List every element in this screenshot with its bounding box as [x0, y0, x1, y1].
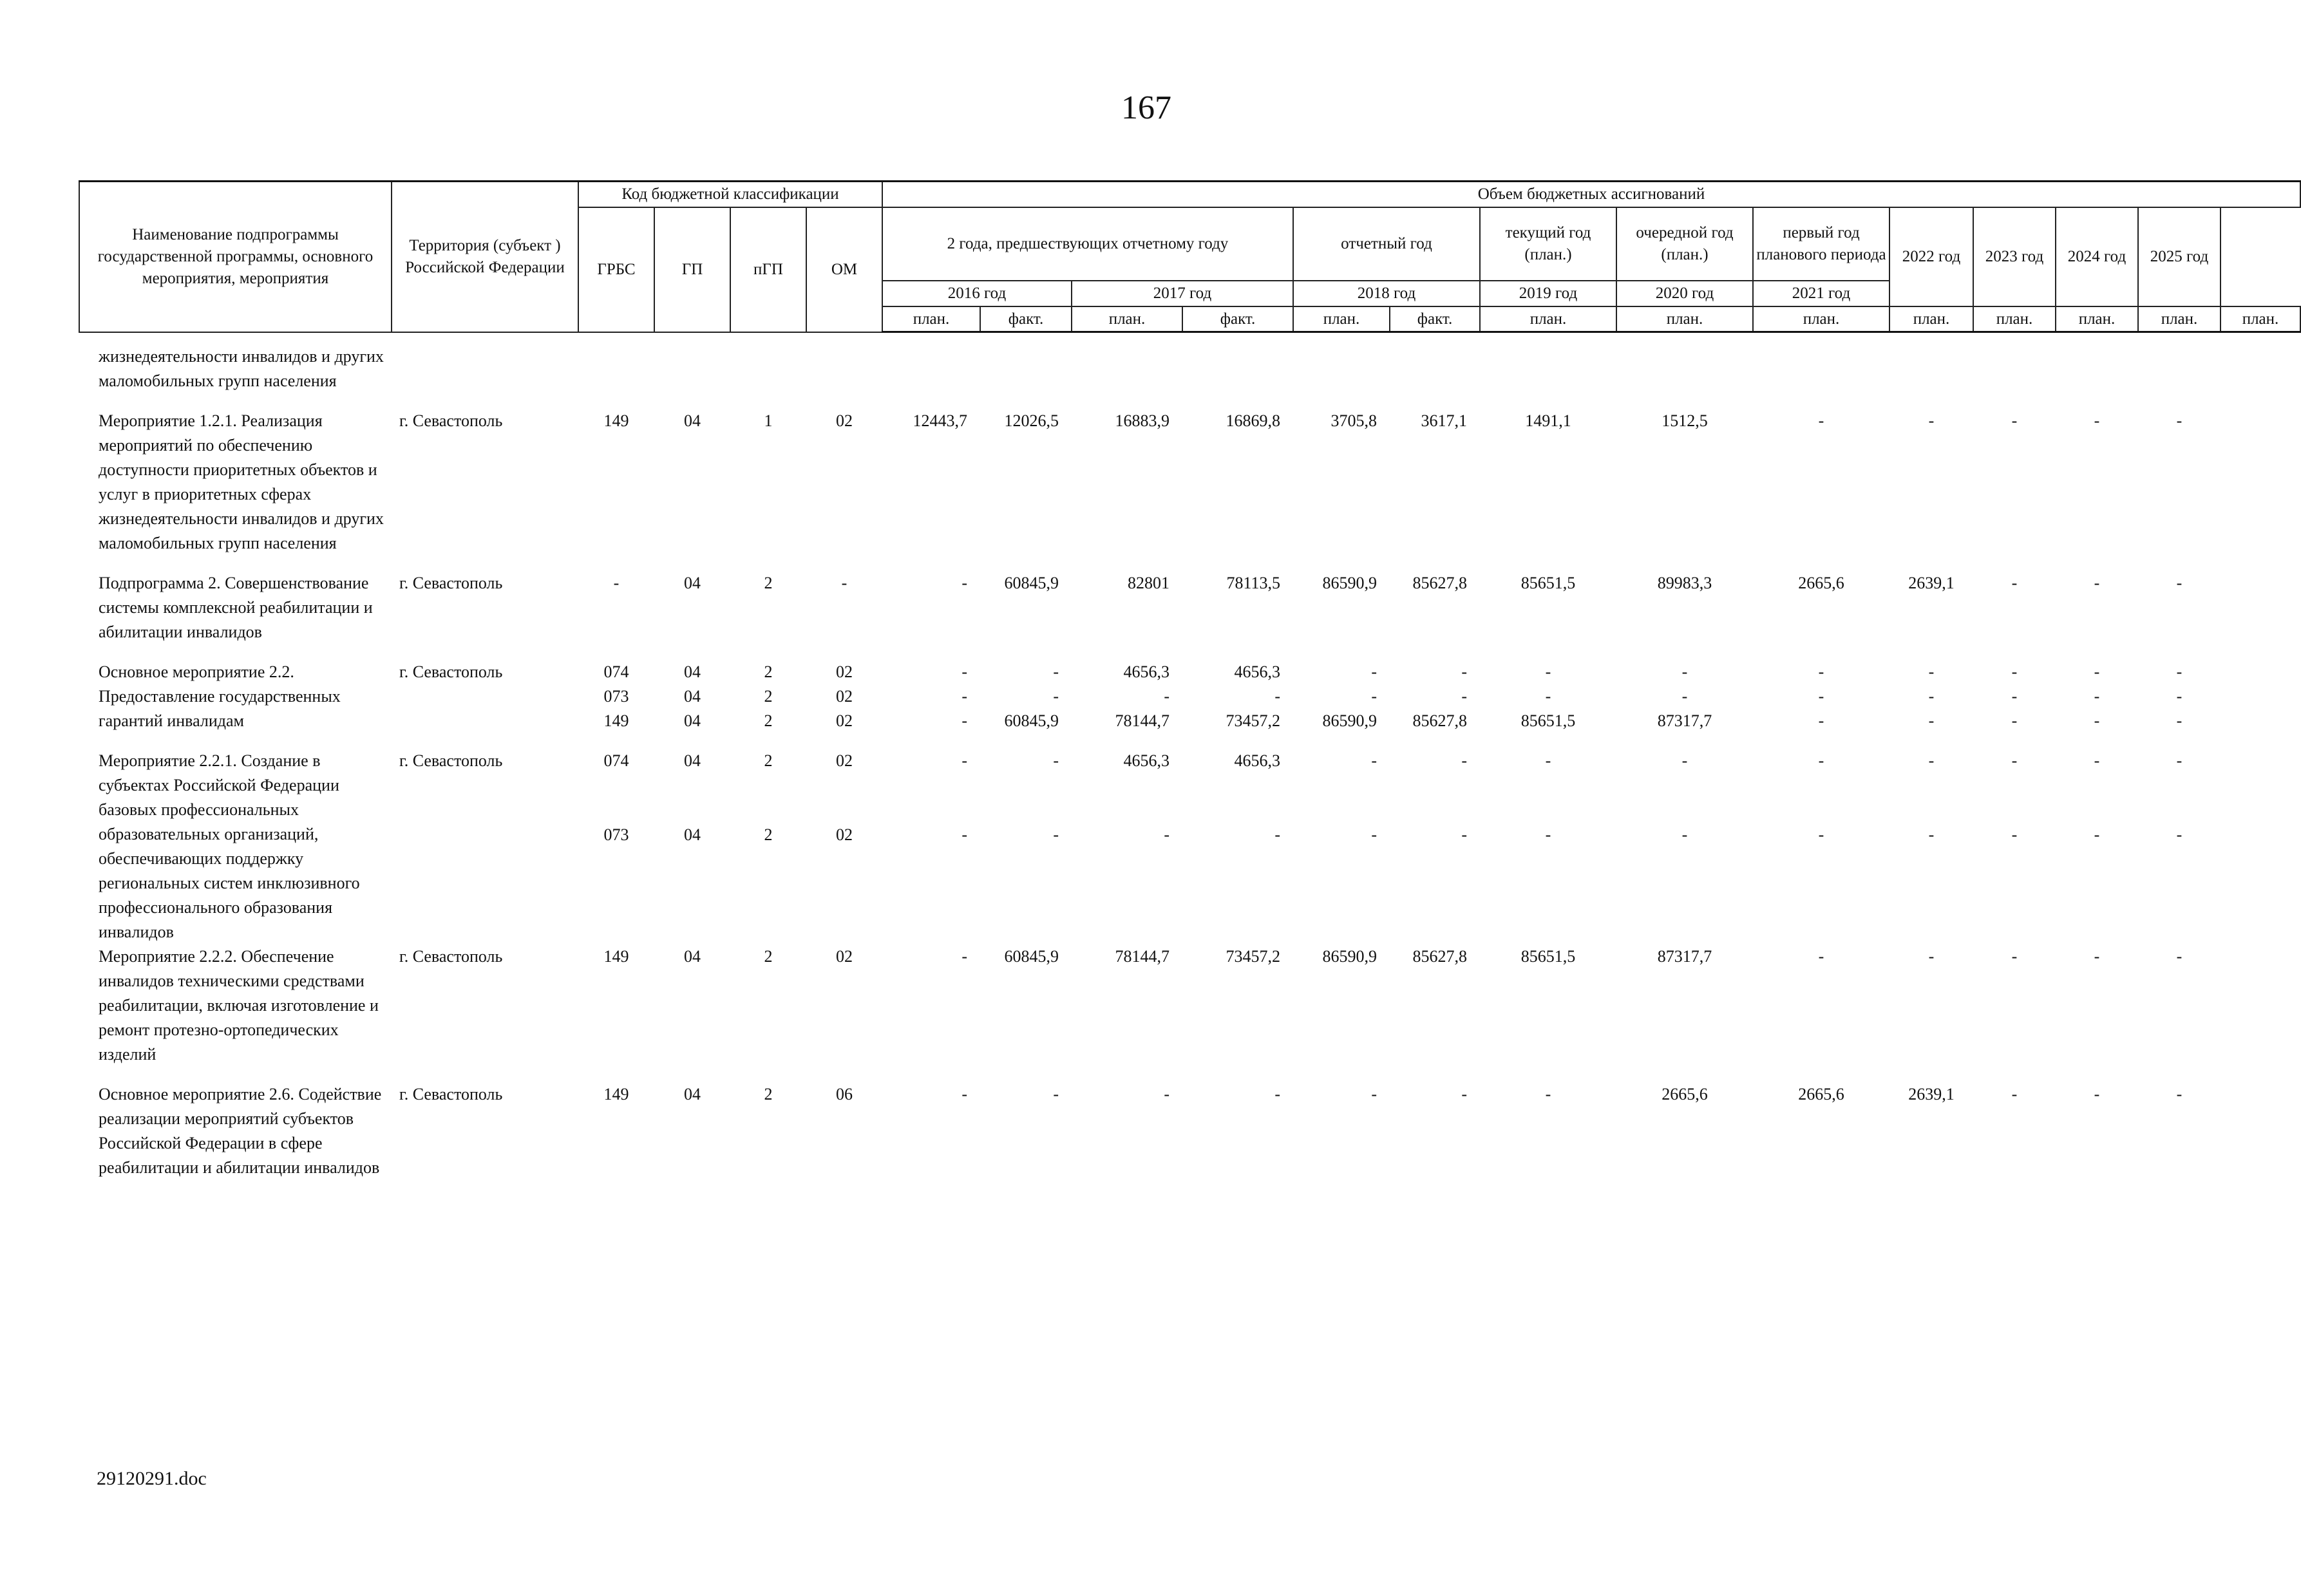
cell-2019-plan: -	[1545, 686, 1551, 706]
cell-gp: 04	[684, 711, 701, 730]
cell-2024-plan: -	[2094, 1084, 2100, 1103]
cell-pgp: 2	[764, 573, 773, 592]
cell-2022-plan: -	[1928, 662, 1935, 681]
cell-2019-plan: 85651,5	[1520, 946, 1576, 966]
cell-2018-fact: 85627,8	[1412, 711, 1467, 730]
cell-2020-plan: 89983,3	[1657, 573, 1712, 592]
cell-2025-plan: -	[2176, 573, 2183, 592]
cell-2023-plan: -	[2011, 1084, 2018, 1103]
cell-om: 06	[836, 1084, 853, 1103]
cell-2024-plan: -	[2094, 711, 2100, 730]
header-plan: план.	[882, 306, 980, 332]
cell-2017-plan: 82801	[1128, 573, 1169, 592]
cell-2017-fact: -	[1274, 1084, 1280, 1103]
row-name: Мероприятие 2.2.1. Создание в субъектах Российской Федерации базовых профессиональных образовательных организаций, обеспечивающих поддержку региональных систем инклюзивного профессионального образования инвалидов	[99, 751, 360, 941]
budget-table	[79, 180, 2301, 1180]
table-row	[79, 1082, 2300, 1180]
cell-2025-plan: -	[2176, 751, 2183, 770]
header-2024: 2024 год	[2056, 207, 2138, 306]
cell-2022-plan: 2639,1	[1908, 1084, 1955, 1103]
row-territory: г. Севастополь	[399, 1084, 503, 1103]
cell-2017-plan: 4656,3	[1123, 662, 1169, 681]
cell-om: 02	[836, 411, 853, 430]
cell-2018-plan	[1293, 332, 1390, 409]
cell-2017-fact	[1182, 332, 1293, 409]
cell-2018-plan: -	[1371, 825, 1377, 845]
table-row	[79, 332, 2300, 409]
cell-2018-fact	[1390, 332, 1480, 409]
cell-pgp: 1	[764, 411, 773, 430]
cell-2016-plan: -	[961, 686, 967, 706]
row-name: Мероприятие 2.2.2. Обеспечение инвалидов техническими средствами реабилитации, включая изготовление и ремонт протезно-ортопедических изделий	[99, 946, 379, 1064]
cell-2019-plan: 85651,5	[1520, 573, 1576, 592]
cell-2020-plan: -	[1681, 825, 1688, 845]
cell-2025-plan: -	[2176, 825, 2183, 845]
cell-grbs: 073	[603, 686, 629, 706]
cell-2021-plan: -	[1818, 662, 1824, 681]
cell-2024-plan: -	[2094, 662, 2100, 681]
cell-2020-plan: -	[1681, 686, 1688, 706]
header-2022: 2022 год	[1889, 207, 1973, 306]
cell-2019-plan: 85651,5	[1520, 711, 1576, 730]
header-current-year: текущий год (план.)	[1480, 207, 1616, 281]
cell-2021-plan: -	[1818, 686, 1824, 706]
cell-2023-plan: -	[2011, 825, 2018, 845]
cell-om	[806, 332, 882, 409]
cell-gp: 04	[684, 751, 701, 770]
cell-2016-plan: -	[961, 573, 967, 592]
header-two-years: 2 года, предшествующих отчетному году	[882, 207, 1293, 281]
cell-2016-fact	[980, 332, 1072, 409]
cell-2022-plan: 2639,1	[1908, 573, 1955, 592]
cell-2016-plan: 12443,7	[913, 411, 967, 430]
cell-gp: 04	[684, 825, 701, 845]
cell-2019-plan: -	[1545, 825, 1551, 845]
cell-2016-fact: 12026,5	[1004, 411, 1059, 430]
header-plan: план.	[1753, 306, 1889, 332]
cell-2022-plan: -	[1928, 686, 1935, 706]
header-fact: факт.	[1182, 306, 1293, 332]
cell-2025-plan	[2138, 332, 2221, 409]
cell-2016-plan: -	[961, 751, 967, 770]
cell-2025-plan: -	[2176, 686, 2183, 706]
cell-grbs: 073	[603, 825, 629, 845]
cell-grbs: 149	[603, 411, 629, 430]
cell-2017-plan: 4656,3	[1123, 751, 1169, 770]
cell-extra	[2221, 571, 2300, 660]
cell-2021-plan: 2665,6	[1798, 1084, 1844, 1103]
cell-2021-plan: -	[1818, 825, 1824, 845]
cell-2018-fact: -	[1461, 686, 1467, 706]
header-om: ОМ	[806, 207, 882, 332]
header-grbs: ГРБС	[578, 207, 654, 332]
table-row	[79, 571, 2300, 660]
cell-2018-fact: 85627,8	[1412, 946, 1467, 966]
cell-2016-plan: -	[961, 711, 967, 730]
header-2023: 2023 год	[1973, 207, 2056, 306]
cell-2017-fact: 16869,8	[1226, 411, 1280, 430]
table-row	[79, 660, 2300, 684]
row-name: Подпрограмма 2. Совершенствование системы комплексной реабилитации и абилитации инвалидов	[99, 573, 373, 641]
row-territory: г. Севастополь	[399, 573, 503, 592]
cell-2018-plan: -	[1371, 686, 1377, 706]
cell-2016-fact: 60845,9	[1004, 711, 1059, 730]
cell-2025-plan: -	[2176, 1084, 2183, 1103]
cell-om: 02	[836, 825, 853, 845]
cell-2024-plan: -	[2094, 825, 2100, 845]
header-pgp: пГП	[730, 207, 806, 332]
page-number: 167	[1121, 89, 1171, 126]
cell-extra	[2221, 332, 2300, 409]
cell-extra	[2221, 1082, 2300, 1180]
cell-extra	[2221, 709, 2300, 749]
cell-2018-fact: -	[1461, 1084, 1467, 1103]
document-filename: 29120291.doc	[97, 1468, 207, 1489]
cell-2016-fact: 60845,9	[1004, 946, 1059, 966]
cell-2017-fact: 4656,3	[1234, 751, 1280, 770]
cell-grbs: 149	[603, 946, 629, 966]
cell-2022-plan: -	[1928, 825, 1935, 845]
header-2017: 2017 год	[1072, 281, 1293, 306]
header-plan: план.	[2221, 306, 2300, 332]
cell-2021-plan: -	[1818, 751, 1824, 770]
cell-extra	[2221, 684, 2300, 709]
header-2025: 2025 год	[2138, 207, 2221, 306]
cell-2018-fact: 3617,1	[1421, 411, 1467, 430]
cell-2024-plan: -	[2094, 751, 2100, 770]
row-name: Мероприятие 1.2.1. Реализация мероприятий по обеспечению доступности приоритетных объектов и услуг в приоритетных сферах жизнедеятельности инвалидов и других маломобильных групп населения	[99, 411, 384, 552]
table-row	[79, 944, 2300, 1082]
cell-2019-plan	[1480, 332, 1616, 409]
cell-2024-plan: -	[2094, 686, 2100, 706]
row-territory: г. Севастополь	[399, 751, 503, 770]
cell-pgp: 2	[764, 825, 773, 845]
cell-2018-plan: 3705,8	[1330, 411, 1377, 430]
cell-2017-fact: 78113,5	[1226, 573, 1280, 592]
cell-2017-plan: -	[1164, 825, 1169, 845]
cell-extra	[2221, 944, 2300, 1082]
cell-2025-plan: -	[2176, 662, 2183, 681]
cell-2023-plan: -	[2011, 946, 2018, 966]
header-next-year: очередной год (план.)	[1616, 207, 1753, 281]
cell-2022-plan: -	[1928, 711, 1935, 730]
cell-2020-plan: 87317,7	[1657, 711, 1712, 730]
header-plan: план.	[2056, 306, 2138, 332]
cell-2021-plan: -	[1818, 946, 1824, 966]
cell-2020-plan: -	[1681, 751, 1688, 770]
header-2020: 2020 год	[1616, 281, 1753, 306]
cell-2018-fact: -	[1461, 825, 1467, 845]
cell-2019-plan: -	[1545, 1084, 1551, 1103]
cell-2017-fact: 73457,2	[1226, 711, 1280, 730]
cell-2020-plan	[1616, 332, 1753, 409]
cell-2021-plan: -	[1818, 711, 1824, 730]
cell-2022-plan	[1889, 332, 1973, 409]
cell-2016-fact: -	[1053, 1084, 1059, 1103]
cell-2024-plan: -	[2094, 946, 2100, 966]
header-2019: 2019 год	[1480, 281, 1616, 306]
cell-om: 02	[836, 751, 853, 770]
cell-pgp: 2	[764, 662, 773, 681]
cell-2018-plan: 86590,9	[1322, 946, 1377, 966]
header-plan: план.	[1889, 306, 1973, 332]
header-volume: Объем бюджетных ассигнований	[882, 182, 2300, 207]
cell-pgp: 2	[764, 686, 773, 706]
cell-2023-plan	[1973, 332, 2056, 409]
cell-2020-plan: 2665,6	[1662, 1084, 1708, 1103]
cell-2021-plan: -	[1818, 411, 1824, 430]
header-2016: 2016 год	[882, 281, 1072, 306]
cell-2020-plan: 1512,5	[1662, 411, 1708, 430]
cell-2023-plan: -	[2011, 411, 2018, 430]
header-fact: факт.	[980, 306, 1072, 332]
cell-2022-plan: -	[1928, 751, 1935, 770]
cell-2018-plan: 86590,9	[1322, 573, 1377, 592]
cell-2025-plan: -	[2176, 946, 2183, 966]
cell-2018-plan: 86590,9	[1322, 711, 1377, 730]
cell-pgp: 2	[764, 711, 773, 730]
header-gp: ГП	[654, 207, 730, 332]
cell-2018-plan: -	[1371, 662, 1377, 681]
cell-2016-fact: -	[1053, 751, 1059, 770]
cell-2024-plan	[2056, 332, 2138, 409]
cell-grbs: -	[613, 573, 620, 592]
cell-2023-plan: -	[2011, 573, 2018, 592]
cell-2017-fact: 4656,3	[1234, 662, 1280, 681]
header-report-year: отчетный год	[1293, 207, 1480, 281]
header-plan: план.	[2138, 306, 2221, 332]
cell-2024-plan: -	[2094, 573, 2100, 592]
header-plan: план.	[1072, 306, 1182, 332]
cell-om: 02	[836, 946, 853, 966]
cell-pgp	[730, 332, 806, 409]
cell-2019-plan: -	[1545, 662, 1551, 681]
header-territory: Территория (субъект ) Российской Федерации	[392, 182, 578, 332]
cell-2017-plan: -	[1164, 1084, 1169, 1103]
cell-2025-plan: -	[2176, 711, 2183, 730]
cell-2018-plan: -	[1371, 1084, 1377, 1103]
cell-2023-plan: -	[2011, 751, 2018, 770]
header-first-plan-year: первый год планового периода	[1753, 207, 1889, 281]
header-plan: план.	[1293, 306, 1390, 332]
cell-2024-plan: -	[2094, 411, 2100, 430]
cell-2021-plan	[1753, 332, 1889, 409]
cell-gp: 04	[684, 411, 701, 430]
cell-2017-fact: 73457,2	[1226, 946, 1280, 966]
cell-2016-plan: -	[961, 662, 967, 681]
cell-2022-plan: -	[1928, 946, 1935, 966]
cell-2020-plan: 87317,7	[1657, 946, 1712, 966]
cell-2018-fact: 85627,8	[1412, 573, 1467, 592]
cell-pgp: 2	[764, 1084, 773, 1103]
cell-gp: 04	[684, 686, 701, 706]
cell-grbs	[578, 332, 654, 409]
cell-gp	[654, 332, 730, 409]
cell-gp: 04	[684, 573, 701, 592]
cell-2017-plan: 16883,9	[1115, 411, 1169, 430]
header-plan: план.	[1616, 306, 1753, 332]
row-territory	[392, 332, 578, 409]
cell-extra	[2221, 660, 2300, 684]
cell-2023-plan: -	[2011, 711, 2018, 730]
row-territory: г. Севастополь	[399, 946, 503, 966]
cell-2017-plan: -	[1164, 686, 1169, 706]
cell-om: -	[841, 573, 847, 592]
cell-om: 02	[836, 711, 853, 730]
row-territory: г. Севастополь	[399, 662, 503, 681]
header-name: Наименование подпрограммы государственной программы, основного мероприятия, мероприятия	[79, 182, 392, 332]
cell-2018-fact: -	[1461, 751, 1467, 770]
cell-extra	[2221, 749, 2300, 823]
cell-2017-plan	[1072, 332, 1182, 409]
table-row	[79, 409, 2300, 571]
cell-om: 02	[836, 686, 853, 706]
cell-2016-fact: 60845,9	[1004, 573, 1059, 592]
cell-gp: 04	[684, 1084, 701, 1103]
cell-2019-plan: -	[1545, 751, 1551, 770]
cell-2022-plan: -	[1928, 411, 1935, 430]
cell-2017-fact: -	[1274, 686, 1280, 706]
cell-2018-plan: -	[1371, 751, 1377, 770]
cell-gp: 04	[684, 946, 701, 966]
header-fact: факт.	[1390, 306, 1480, 332]
cell-om: 02	[836, 662, 853, 681]
header-code: Код бюджетной классификации	[578, 182, 882, 207]
cell-2016-plan: -	[961, 825, 967, 845]
cell-pgp: 2	[764, 751, 773, 770]
cell-grbs: 074	[603, 662, 629, 681]
cell-2016-plan: -	[961, 946, 967, 966]
cell-2023-plan: -	[2011, 686, 2018, 706]
cell-pgp: 2	[764, 946, 773, 966]
header-2018: 2018 год	[1293, 281, 1480, 306]
table-row	[79, 749, 2300, 823]
cell-grbs: 149	[603, 711, 629, 730]
cell-2025-plan: -	[2176, 411, 2183, 430]
cell-2016-plan	[882, 332, 980, 409]
cell-extra	[2221, 409, 2300, 571]
cell-2023-plan: -	[2011, 662, 2018, 681]
cell-2017-plan: 78144,7	[1115, 711, 1169, 730]
cell-2020-plan: -	[1681, 662, 1688, 681]
cell-extra	[2221, 823, 2300, 944]
cell-2017-fact: -	[1274, 825, 1280, 845]
header-2021: 2021 год	[1753, 281, 1889, 306]
cell-2019-plan: 1491,1	[1525, 411, 1571, 430]
cell-2021-plan: 2665,6	[1798, 573, 1844, 592]
header-plan: план.	[1480, 306, 1616, 332]
cell-2016-plan: -	[961, 1084, 967, 1103]
cell-2016-fact: -	[1053, 686, 1059, 706]
row-territory: г. Севастополь	[399, 411, 503, 430]
row-name: Основное мероприятие 2.2. Предоставление государственных гарантий инвалидам	[99, 662, 341, 730]
cell-2016-fact: -	[1053, 825, 1059, 845]
cell-grbs: 149	[603, 1084, 629, 1103]
cell-grbs: 074	[603, 751, 629, 770]
cell-2016-fact: -	[1053, 662, 1059, 681]
cell-2017-plan: 78144,7	[1115, 946, 1169, 966]
cell-gp: 04	[684, 662, 701, 681]
header-plan: план.	[1973, 306, 2056, 332]
row-name: жизнедеятельности инвалидов и других маломобильных групп населения	[99, 346, 384, 390]
row-name: Основное мероприятие 2.6. Содействие реализации мероприятий субъектов Российской Федерации в сфере реабилитации и абилитации инвалидов	[99, 1084, 382, 1177]
cell-2018-fact: -	[1461, 662, 1467, 681]
